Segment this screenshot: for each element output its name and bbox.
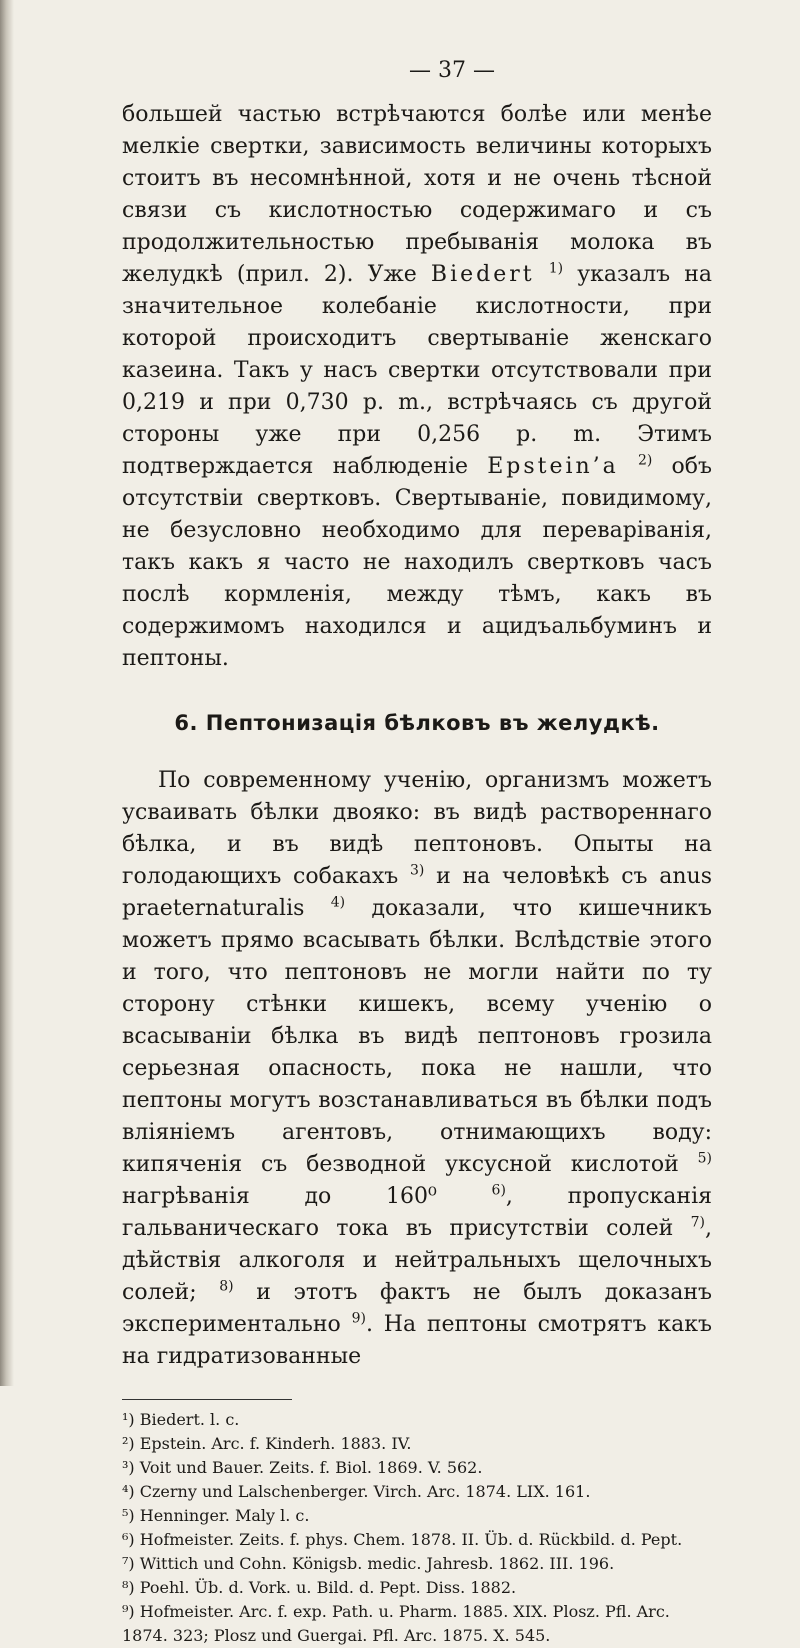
author-epstein: Epstein’a bbox=[487, 454, 619, 479]
page-number: — 37 — bbox=[409, 58, 495, 83]
footnote-ref-5: 5) bbox=[697, 1150, 712, 1167]
footnote-8: ⁸) Poehl. Üb. d. Vork. u. Bild. d. Pept. Diss. 1882. bbox=[122, 1578, 517, 1597]
paragraph1-text-1: большей частью встрѣчаются болѣе или менѣе мелкіе свертки, зависимость величины которыхъ стоитъ въ несомнѣнной, хотя и не очень тѣсной связи съ кислотностью содержимаго и съ продолжительностью пребыванія молока въ желудкѣ (прил. 2). Уже bbox=[122, 102, 712, 287]
footnote-ref-7: 7) bbox=[690, 1214, 705, 1231]
book-page bbox=[122, 58, 712, 1648]
footnote-2: ²) Epstein. Arc. f. Kinderh. 1883. IV. bbox=[122, 1434, 412, 1453]
paragraph1-text-2: указалъ на значительное колебаніе кислотности, при которой происходитъ свертываніе женскаго казеина. Такъ у насъ свертки отсутствовали при 0,219 и при 0,730 р. m., встрѣчаясь съ другой стороны уже при 0,256 р. m. Этимъ подтверждается наблюденіе bbox=[122, 262, 713, 479]
footnote-3: ³) Voit und Bauer. Zeits. f. Biol. 1869. V. 562. bbox=[122, 1458, 483, 1477]
footnotes bbox=[122, 1408, 712, 1648]
footnote-ref-4: 4) bbox=[330, 894, 346, 911]
paragraph-peptonization bbox=[122, 765, 712, 1373]
footnote-6: ⁶) Hofmeister. Zeits. f. phys. Chem. 1878. II. Üb. d. Rückbild. d. Pept. bbox=[122, 1530, 683, 1549]
paragraph2-text-2: и на человѣкѣ съ anus praeternaturalis bbox=[122, 864, 712, 921]
footnote-ref-2: 2) bbox=[637, 452, 653, 469]
section-heading: 6. Пептонизація бѣлковъ въ желудкѣ. bbox=[174, 711, 660, 735]
paragraph2-text-5: , пропусканія гальваническаго тока въ присутствіи солей bbox=[122, 1184, 712, 1241]
footnote-ref-6: 6) bbox=[491, 1182, 506, 1199]
page-edge-shadow bbox=[0, 0, 14, 1386]
footnote-5: ⁵) Henninger. Maly l. c. bbox=[122, 1506, 310, 1525]
footnote-7: ⁷) Wittich und Cohn. Königsb. medic. Jahresb. 1862. III. 196. bbox=[122, 1554, 615, 1573]
footnote-1: ¹) Biedert. l. c. bbox=[122, 1410, 240, 1429]
paragraph2-text-7: и этотъ фактъ не былъ доказанъ экспериментально bbox=[122, 1280, 713, 1337]
paragraph2-text-6: , дѣйствія алкоголя и нейтральныхъ щелочныхъ солей; bbox=[122, 1216, 712, 1305]
footnote-4: ⁴) Czerny und Lalschenberger. Virch. Arc. 1874. LIX. 161. bbox=[122, 1482, 591, 1501]
paragraph2-text-3: доказали, что кишечникъ можетъ прямо всасывать бѣлки. Вслѣдствіе этого и того, что пептоновъ не могли найти по ту сторону стѣнки кишекъ, всему ученію о всасываніи бѣлка въ видѣ пептоновъ грозила серьезная опасность, пока не нашли, что пептоны могутъ возстанавливаться въ бѣлки подъ вліяніемъ агентовъ, отнимающихъ воду: кипяченія съ безводной уксусной кислотой bbox=[122, 896, 712, 1177]
paragraph2-text-1: По современному ученію, организмъ можетъ усваивать бѣлки двояко: въ видѣ раствореннаго бѣлка, и въ видѣ пептоновъ. Опыты на голодающихъ собакахъ bbox=[122, 768, 712, 889]
footnote-ref-1: 1) bbox=[548, 260, 564, 277]
footnote-9: ⁹) Hofmeister. Arc. f. exp. Path. u. Pharm. 1885. XIX. Plosz. Pfl. Arc. 1874. 323; Plosz und Guergai. Pfl. Arc. 1875. X. 545. bbox=[122, 1602, 670, 1645]
paragraph2-text-4: нагрѣванія до 160⁰ bbox=[122, 1184, 492, 1209]
footnote-ref-8: 8) bbox=[219, 1278, 234, 1295]
author-biedert: Biedert bbox=[430, 262, 535, 287]
footnote-ref-9: 9) bbox=[351, 1310, 366, 1327]
footnote-divider bbox=[122, 1399, 292, 1400]
paragraph2-text-8: . На пептоны смотрятъ какъ на гидратизованные bbox=[122, 1312, 712, 1369]
paragraph1-text-3: объ отсутствіи свертковъ. Свертываніе, повидимому, не безусловно необходимо для переваріванія, такъ какъ я часто не находилъ свертковъ часъ послѣ кормленія, между тѣмъ, какъ въ содержимомъ находился и ацидъальбуминъ и пептоны. bbox=[122, 454, 712, 671]
footnote-ref-3: 3) bbox=[410, 862, 425, 879]
paragraph-continuation bbox=[122, 99, 712, 675]
